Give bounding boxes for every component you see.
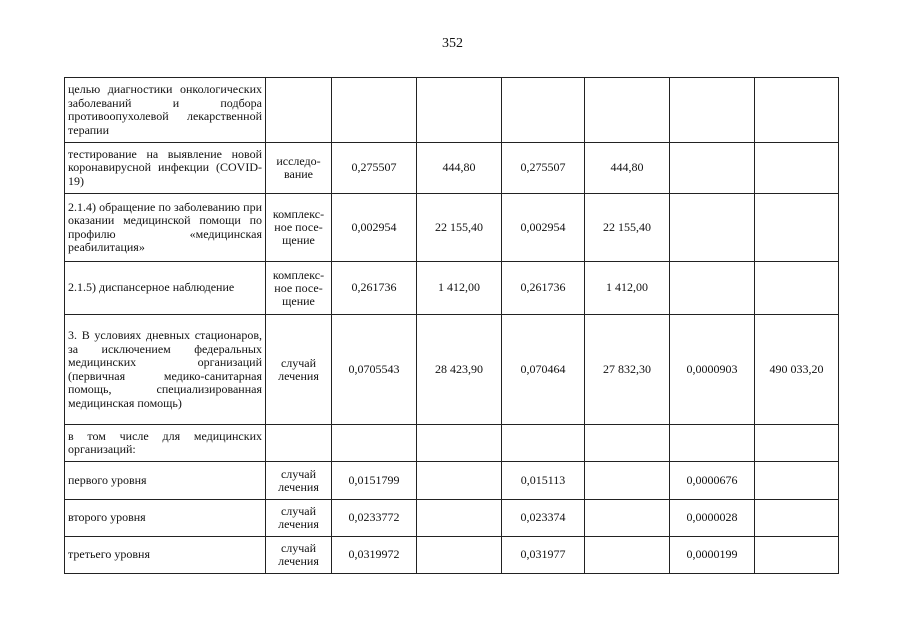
table-row (65, 537, 839, 574)
row-value-5 (670, 425, 755, 462)
row-unit: случай лечения (266, 500, 332, 537)
row-unit (266, 425, 332, 462)
row-value-2: 444,80 (417, 143, 502, 194)
row-value-4 (585, 500, 670, 537)
row-value-1 (332, 78, 417, 143)
row-unit (266, 78, 332, 143)
row-value-6 (755, 537, 839, 574)
row-value-2: 22 155,40 (417, 194, 502, 262)
row-value-4 (585, 78, 670, 143)
row-value-5 (670, 143, 755, 194)
row-description: в том числе для медицинских организаций: (65, 425, 266, 462)
tariff-table (64, 77, 839, 574)
row-value-1: 0,0151799 (332, 462, 417, 500)
row-value-5: 0,0000903 (670, 315, 755, 425)
row-value-4: 27 832,30 (585, 315, 670, 425)
table-row (65, 143, 839, 194)
row-description: 2.1.4) обращение по заболеванию при оказании медицинской помощи по профилю «медицинская реабилитация» (65, 194, 266, 262)
row-description: 3. В условиях дневных стационаров, за исключением федеральных медицинских организаций (первичная медико-санитарная помощь, специализированная медицинская помощь) (65, 315, 266, 425)
row-description: второго уровня (65, 500, 266, 537)
row-value-3: 0,002954 (502, 194, 585, 262)
table-row (65, 194, 839, 262)
row-value-2: 28 423,90 (417, 315, 502, 425)
row-value-6 (755, 194, 839, 262)
row-value-6 (755, 262, 839, 315)
row-value-5 (670, 262, 755, 315)
row-value-6 (755, 500, 839, 537)
page-number: 352 (442, 36, 463, 51)
row-value-2 (417, 537, 502, 574)
row-value-4 (585, 537, 670, 574)
row-value-1 (332, 425, 417, 462)
row-value-1: 0,0705543 (332, 315, 417, 425)
row-value-3: 0,015113 (502, 462, 585, 500)
row-description: первого уровня (65, 462, 266, 500)
row-value-5: 0,0000199 (670, 537, 755, 574)
table-row (65, 462, 839, 500)
row-description: тестирование на выявление новой коронавирусной инфекции (COVID-19) (65, 143, 266, 194)
row-value-5 (670, 194, 755, 262)
row-value-2 (417, 78, 502, 143)
table-row (65, 78, 839, 143)
row-value-5: 0,0000676 (670, 462, 755, 500)
row-value-3: 0,275507 (502, 143, 585, 194)
row-value-3 (502, 425, 585, 462)
row-value-5: 0,0000028 (670, 500, 755, 537)
row-value-3: 0,261736 (502, 262, 585, 315)
row-value-6 (755, 462, 839, 500)
table-row (65, 425, 839, 462)
row-description: 2.1.5) диспансерное наблюдение (65, 262, 266, 315)
row-value-2 (417, 500, 502, 537)
row-value-2 (417, 462, 502, 500)
row-unit: комплекс-ное посе-щение (266, 194, 332, 262)
row-value-4: 444,80 (585, 143, 670, 194)
row-unit: случай лечения (266, 537, 332, 574)
row-value-2: 1 412,00 (417, 262, 502, 315)
row-value-3 (502, 78, 585, 143)
row-value-6: 490 033,20 (755, 315, 839, 425)
table-row (65, 262, 839, 315)
row-unit: исследо-вание (266, 143, 332, 194)
row-value-6 (755, 143, 839, 194)
row-value-4 (585, 462, 670, 500)
row-value-4: 22 155,40 (585, 194, 670, 262)
table-row (65, 315, 839, 425)
row-value-6 (755, 78, 839, 143)
row-description: третьего уровня (65, 537, 266, 574)
row-value-1: 0,0319972 (332, 537, 417, 574)
table-row (65, 500, 839, 537)
row-value-1: 0,0233772 (332, 500, 417, 537)
row-description: целью диагностики онкологических заболеваний и подбора противоопухолевой лекарственной терапии (65, 78, 266, 143)
row-value-5 (670, 78, 755, 143)
row-unit: случай лечения (266, 315, 332, 425)
row-value-2 (417, 425, 502, 462)
row-unit: случай лечения (266, 462, 332, 500)
row-value-1: 0,275507 (332, 143, 417, 194)
row-value-6 (755, 425, 839, 462)
row-value-4: 1 412,00 (585, 262, 670, 315)
row-value-1: 0,261736 (332, 262, 417, 315)
row-value-3: 0,023374 (502, 500, 585, 537)
row-unit: комплекс-ное посе-щение (266, 262, 332, 315)
row-value-1: 0,002954 (332, 194, 417, 262)
row-value-3: 0,070464 (502, 315, 585, 425)
row-value-3: 0,031977 (502, 537, 585, 574)
row-value-4 (585, 425, 670, 462)
